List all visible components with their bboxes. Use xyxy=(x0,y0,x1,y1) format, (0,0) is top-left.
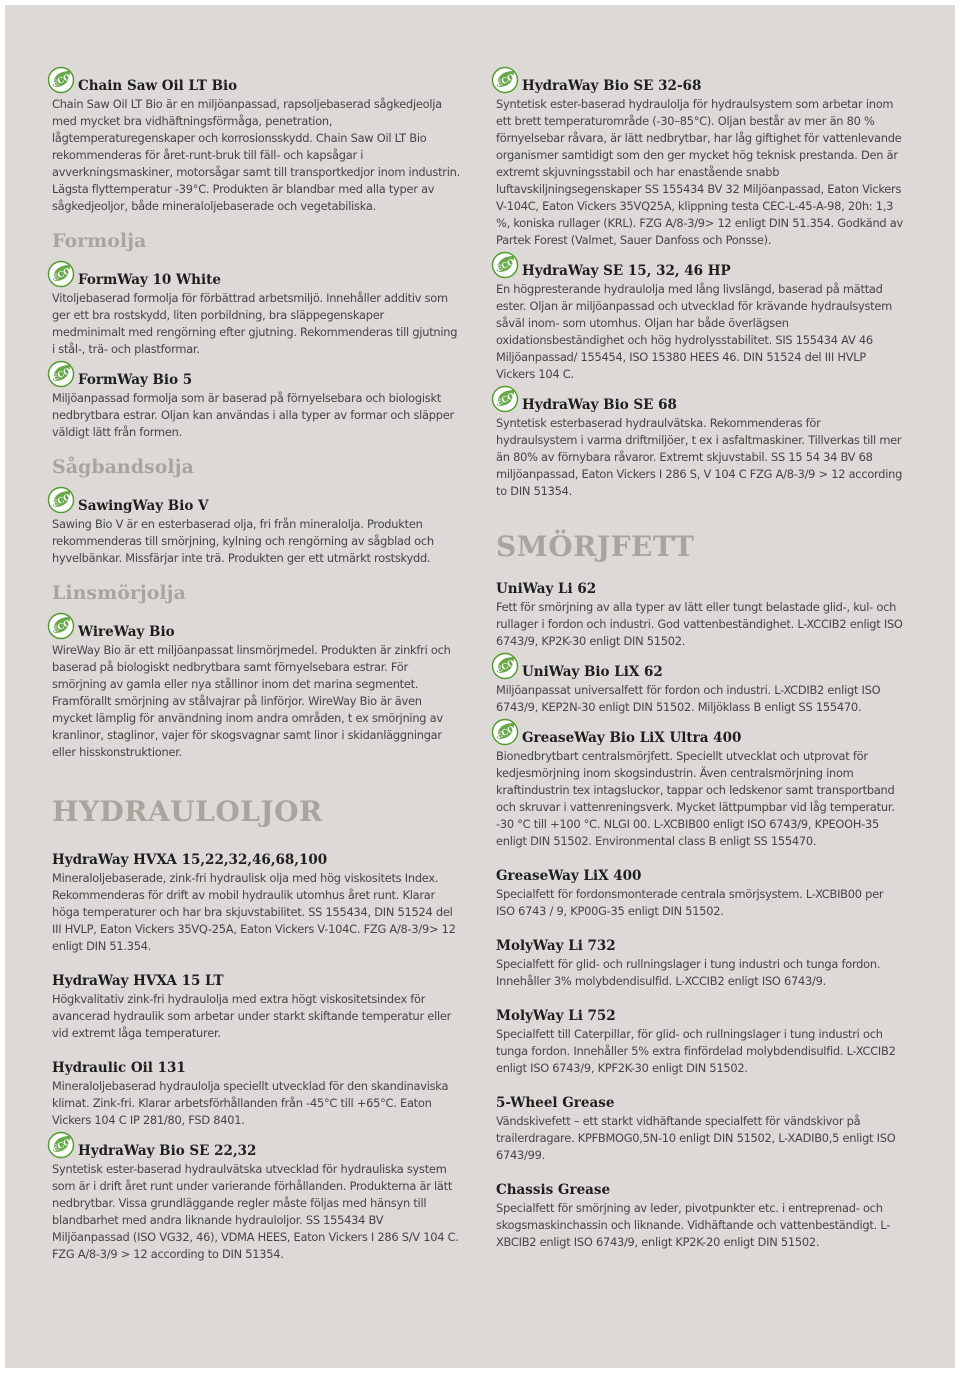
eco-label-icon xyxy=(47,360,75,388)
product-description: Högkvalitativ zink-fri hydraulolja med extra högt viskositetsindex för avancerad hydraulik som arbetar under starkt skiftande temperatur eller vid extremt låga temperaturer. xyxy=(52,992,452,1040)
product-molyway-li-732 xyxy=(496,929,904,990)
product-title: Hydraulic Oil 131 xyxy=(52,1060,186,1076)
eco-label-icon xyxy=(491,385,519,413)
product-description: Mineraloljebaserade, zink-fri hydraulisk olja med hög viskositets Index. Rekommenderas för drift av mobil hydraulik utomhus året runt. Klarar höga temperaturer och har bra skjuvstabilitet. SS 155434, DIN 51524 del III HVLP, Eaton Vickers 35VQ-25A, Eaton Vickers V-104C. FZG A/8-3/9> 12 enligt DIN 51.354. xyxy=(52,871,456,953)
svg-text:ECO: ECO xyxy=(50,617,72,635)
product-description: Specialfett för fordonsmonterade centrala smörjsystem. L-XCBIB00 per ISO 6743 / 9, KP00G-35 enligt DIN 51502. xyxy=(496,887,884,918)
product-formway-10-white xyxy=(52,263,460,358)
eco-label-icon xyxy=(47,260,75,288)
product-title: HydraWay HVXA 15 LT xyxy=(52,973,224,989)
product-description: En högpresterande hydraulolja med lång livslängd, baserad på mättad ester. Oljan är miljöanpassad och utvecklad för krävande hydraulsystem såväl inom- som utomhus. Oljan har både överlägsen oxidationsbeständighet och hög hydrolysstabilitet. SIS 155434 AV 46 Miljöanpassad/ 155454, ISO 15380 HEES 46. DIN 51524 del III HVLP Vickers 104 C. xyxy=(496,282,892,381)
product-description: Mineraloljebaserad hydraulolja speciellt utvecklad för den skandinaviska klimat. Zink-fri. Klarar arbetsförhållanden från -45°C till +65°C. Eaton Vickers 104 C IP 281/80, FSD 8401. xyxy=(52,1079,449,1127)
product-description: Syntetisk ester-baserad hydraulolja för hydraulsystem som arbetar inom ett brett temperaturområde (-30–85°C). Oljan består av mer än 80 % förnyelsebar råvara, är lätt nedbrytbar, har låg giftighet för vattenlevande organismer samtidigt som den ger mycket hög teknisk prestanda. Den är extremt skjuvningsstabil och har enastående snabb luftavskiljningsegenskaper SS 155434 BV 32 Miljöanpassad, Eaton Vickers V-104C, Eaton Vickers 35VQ25A, klippning testa CEC-L-45-A-98, 20h: 1,3 %, koniska rullager (KRL). FZG A/8-3/9> 12 enligt DIN 51.354. Godkänd av Partek Forest (Valmet, Sauer Danfoss och Ponsse). xyxy=(496,97,903,247)
left-column xyxy=(52,69,460,1268)
product-molyway-li-752 xyxy=(496,999,904,1077)
product-chassis-grease xyxy=(496,1173,904,1251)
eco-label-icon xyxy=(47,612,75,640)
product-hydraway-bio-se-22-32 xyxy=(52,1134,460,1263)
product-formway-bio-5 xyxy=(52,363,460,441)
eco-label-icon xyxy=(491,718,519,746)
svg-text:ECO: ECO xyxy=(50,1136,72,1154)
svg-text:ECO: ECO xyxy=(494,723,516,741)
catalog-page xyxy=(5,5,955,1368)
product-wireway-bio xyxy=(52,615,460,761)
product-title: GreaseWay LiX 400 xyxy=(496,868,642,884)
product-greaseway-bio-lix-ultra-400 xyxy=(496,721,904,850)
svg-text:ECO: ECO xyxy=(494,256,516,274)
eco-label-icon xyxy=(491,66,519,94)
product-title: HydraWay HVXA 15,22,32,46,68,100 xyxy=(52,852,328,868)
product-title: WireWay Bio xyxy=(78,624,175,640)
product-description: Miljöanpassad formolja som är baserad på förnyelsebara och biologiskt nedbrytbara estrar. Oljan kan användas i alla typer av formar och släpper väldigt lätt från formen. xyxy=(52,391,454,439)
product-hydraway-bio-se-32-68 xyxy=(496,69,904,249)
product-5-wheel-grease xyxy=(496,1086,904,1164)
product-hydraway-se-hp xyxy=(496,254,904,383)
eco-label-icon xyxy=(491,251,519,279)
product-description: Vitoljebaserad formolja för förbättrad arbetsmiljö. Innehåller additiv som ger ett bra rostskydd, liten porbildning, bra släppegenskaper medminimalt med rengörning efter gjutning. Rekommenderas till gjutning i stål-, trä- och plastformar. xyxy=(52,291,458,356)
product-hydraway-hvxa-15-lt xyxy=(52,964,460,1042)
product-title: FormWay Bio 5 xyxy=(78,372,193,388)
product-uniway-li-62 xyxy=(496,572,904,650)
product-description: Bionedbrytbart centralsmörjfett. Speciellt utvecklat och utprovat för kedjesmörjning inom skogsindustrin. Även centralsmörjning inom kraftindustrin tex intagsluckor, tappar och ledskenor samt transportband och skruvar i vattenreningsverk. Mycket lättpumpbar vid låg temperatur. -30 °C till +100 °C. NLGI 00. L-XCBIB00 enligt ISO 6743/9, KPEOOH-35 enligt DIN 51502. Environmental class B enligt SS 155470. xyxy=(496,749,895,848)
product-description: Specialfett för smörjning av leder, pivotpunkter etc. i entreprenad- och skogsmaskinchassin och liknande. Vidhäftande och vattenbeständigt. L-XBCIB2 enligt ISO 6743/9, enligt KP2K-20 enligt DIN 51502. xyxy=(496,1201,891,1249)
category-heading: Formolja xyxy=(52,230,147,252)
product-hydraway-bio-se-68 xyxy=(496,388,904,500)
svg-text:ECO: ECO xyxy=(494,390,516,408)
product-uniway-bio-lix-62 xyxy=(496,655,904,716)
product-title: HydraWay Bio SE 22,32 xyxy=(78,1143,257,1159)
product-hydraway-hvxa xyxy=(52,843,460,955)
product-greaseway-lix-400 xyxy=(496,859,904,920)
svg-text:ECO: ECO xyxy=(494,71,516,89)
product-chain-saw-oil xyxy=(52,69,460,215)
product-description: Miljöanpassat universalfett för fordon och industri. L-XCDIB2 enligt ISO 6743/9, KEP2N-30 enligt DIN 51502. Miljöklass B enligt SS 155470. xyxy=(496,683,881,714)
product-title: HydraWay Bio SE 68 xyxy=(522,397,677,413)
product-title: HydraWay SE 15, 32, 46 HP xyxy=(522,263,731,279)
svg-text:ECO: ECO xyxy=(50,365,72,383)
eco-label-icon xyxy=(491,652,519,680)
product-description: Vändskivefett – ett starkt vidhäftande specialfett för vändskivor på trailerdragare. KPFBMOG0,5N-10 enligt DIN 51502, L-XADIB0,5 enligt ISO 6743/99. xyxy=(496,1114,896,1162)
product-title: GreaseWay Bio LiX Ultra 400 xyxy=(522,730,742,746)
eco-label-icon xyxy=(47,1131,75,1159)
product-title: UniWay Bio LiX 62 xyxy=(522,664,663,680)
section-heading-smorjfett: SMÖRJFETT xyxy=(496,530,695,563)
section-heading-hydrauloljor: HYDRAULOLJOR xyxy=(52,795,323,828)
product-description: WireWay Bio är ett miljöanpassat linsmörjmedel. Produkten är zinkfri och baserad på biologiskt nedbrytbara samt förnyelsebara estrar. För smörjning av gamla eller nya stållinor inom det marina segmentet. Framförallt smörjning av stålvajrar på linförjor. WireWay Bio är även mycket lämplig för användning inom andra områden, t ex smörjning av kranlinor, staglinor, vajer för skogsvagnar samt linor i skidanläggningar eller hisskonstruktioner. xyxy=(52,643,451,759)
product-title: HydraWay Bio SE 32-68 xyxy=(522,78,702,94)
eco-label-icon xyxy=(47,66,75,94)
svg-text:ECO: ECO xyxy=(494,657,516,675)
product-description: Syntetisk esterbaserad hydraulvätska. Rekommenderas för hydraulsystem i varma driftmiljöer, t ex i asfaltmaskiner. Tillverkas till mer än 80% av förnybara råvaror. Extremt skjuvstabil. SS 15 54 34 BV 68 miljöanpassad, Eaton Vickers I 286 S, V 104 C FZG A/8-3/9 > 12 according to DIN 51354. xyxy=(496,416,903,498)
svg-text:ECO: ECO xyxy=(50,71,72,89)
product-title: Chassis Grease xyxy=(496,1182,611,1198)
product-sawingway-bio-v xyxy=(52,489,460,567)
category-heading: Sågbandsolja xyxy=(52,456,194,478)
product-title: Chain Saw Oil LT Bio xyxy=(78,78,238,94)
product-title: MolyWay Li 752 xyxy=(496,1008,616,1024)
product-title: SawingWay Bio V xyxy=(78,498,209,514)
product-title: 5-Wheel Grease xyxy=(496,1095,615,1111)
product-title: MolyWay Li 732 xyxy=(496,938,616,954)
product-hydraulic-oil-131 xyxy=(52,1051,460,1129)
product-description: Chain Saw Oil LT Bio är en miljöanpassad, rapsoljebaserad sågkedjeolja med mycket bra vidhäftningsförmåga, penetration, lågtemperaturegenskaper och korrosionsskydd. Chain Saw Oil LT Bio rekommenderas för året-runt-bruk till fäll- och kapsågar i avverkningsmaskiner, motorsågar samt till transportkedjor inom industrin. Lägsta flyttemperatur -39°C. Produkten är blandbar med alla typer av sågkedjeoljor, både mineraloljebaserade och vegetabiliska. xyxy=(52,97,460,213)
svg-text:ECO: ECO xyxy=(50,265,72,283)
product-description: Specialfett till Caterpillar, för glid- och rullningslager i tung industri och tunga fordon. Innehåller 5% extra finfördelad molybdendisulfid. L-XCCIB2 enligt ISO 6743/9, KPF2K-30 enligt DIN 51502. xyxy=(496,1027,896,1075)
category-heading: Linsmörjolja xyxy=(52,582,186,604)
product-description: Syntetisk ester-baserad hydraulvätska utvecklad för hydrauliska system som är i drift året runt under varierande förhållanden. Produkterna är lätt nedbrytbar. Vissa grundläggande regler måste följas med hänsyn till blandbarhet med andra liknande hydrauloljor. SS 155434 BV Miljöanpassad (ISO VG32, 46), VDMA HEES, Eaton Vickers I 286 S/V 104 C. FZG A/8-3/9 > 12 according to DIN 51354. xyxy=(52,1162,459,1261)
product-description: Sawing Bio V är en esterbaserad olja, fri från mineralolja. Produkten rekommenderas till smörjning, kylning och rengörning av sågblad och hyvelbänkar. Missfärjar inte trä. Produkten ger ett utmärkt rostskydd. xyxy=(52,517,434,565)
product-description: Fett för smörjning av alla typer av lätt eller tungt belastade glid-, kul- och rullager i fordon och industri. God vattenbeständighet. L-XCCIB2 enligt ISO 6743/9, KP2K-30 enligt DIN 51502. xyxy=(496,600,903,648)
eco-label-icon xyxy=(47,486,75,514)
right-column xyxy=(496,69,904,1256)
svg-text:ECO: ECO xyxy=(50,491,72,509)
product-description: Specialfett för glid- och rullningslager i tung industri och tunga fordon. Innehåller 3% molybdendisulfid. L-XCCIB2 enligt ISO 6743/9. xyxy=(496,957,881,988)
product-title: FormWay 10 White xyxy=(78,272,221,288)
product-title: UniWay Li 62 xyxy=(496,581,597,597)
